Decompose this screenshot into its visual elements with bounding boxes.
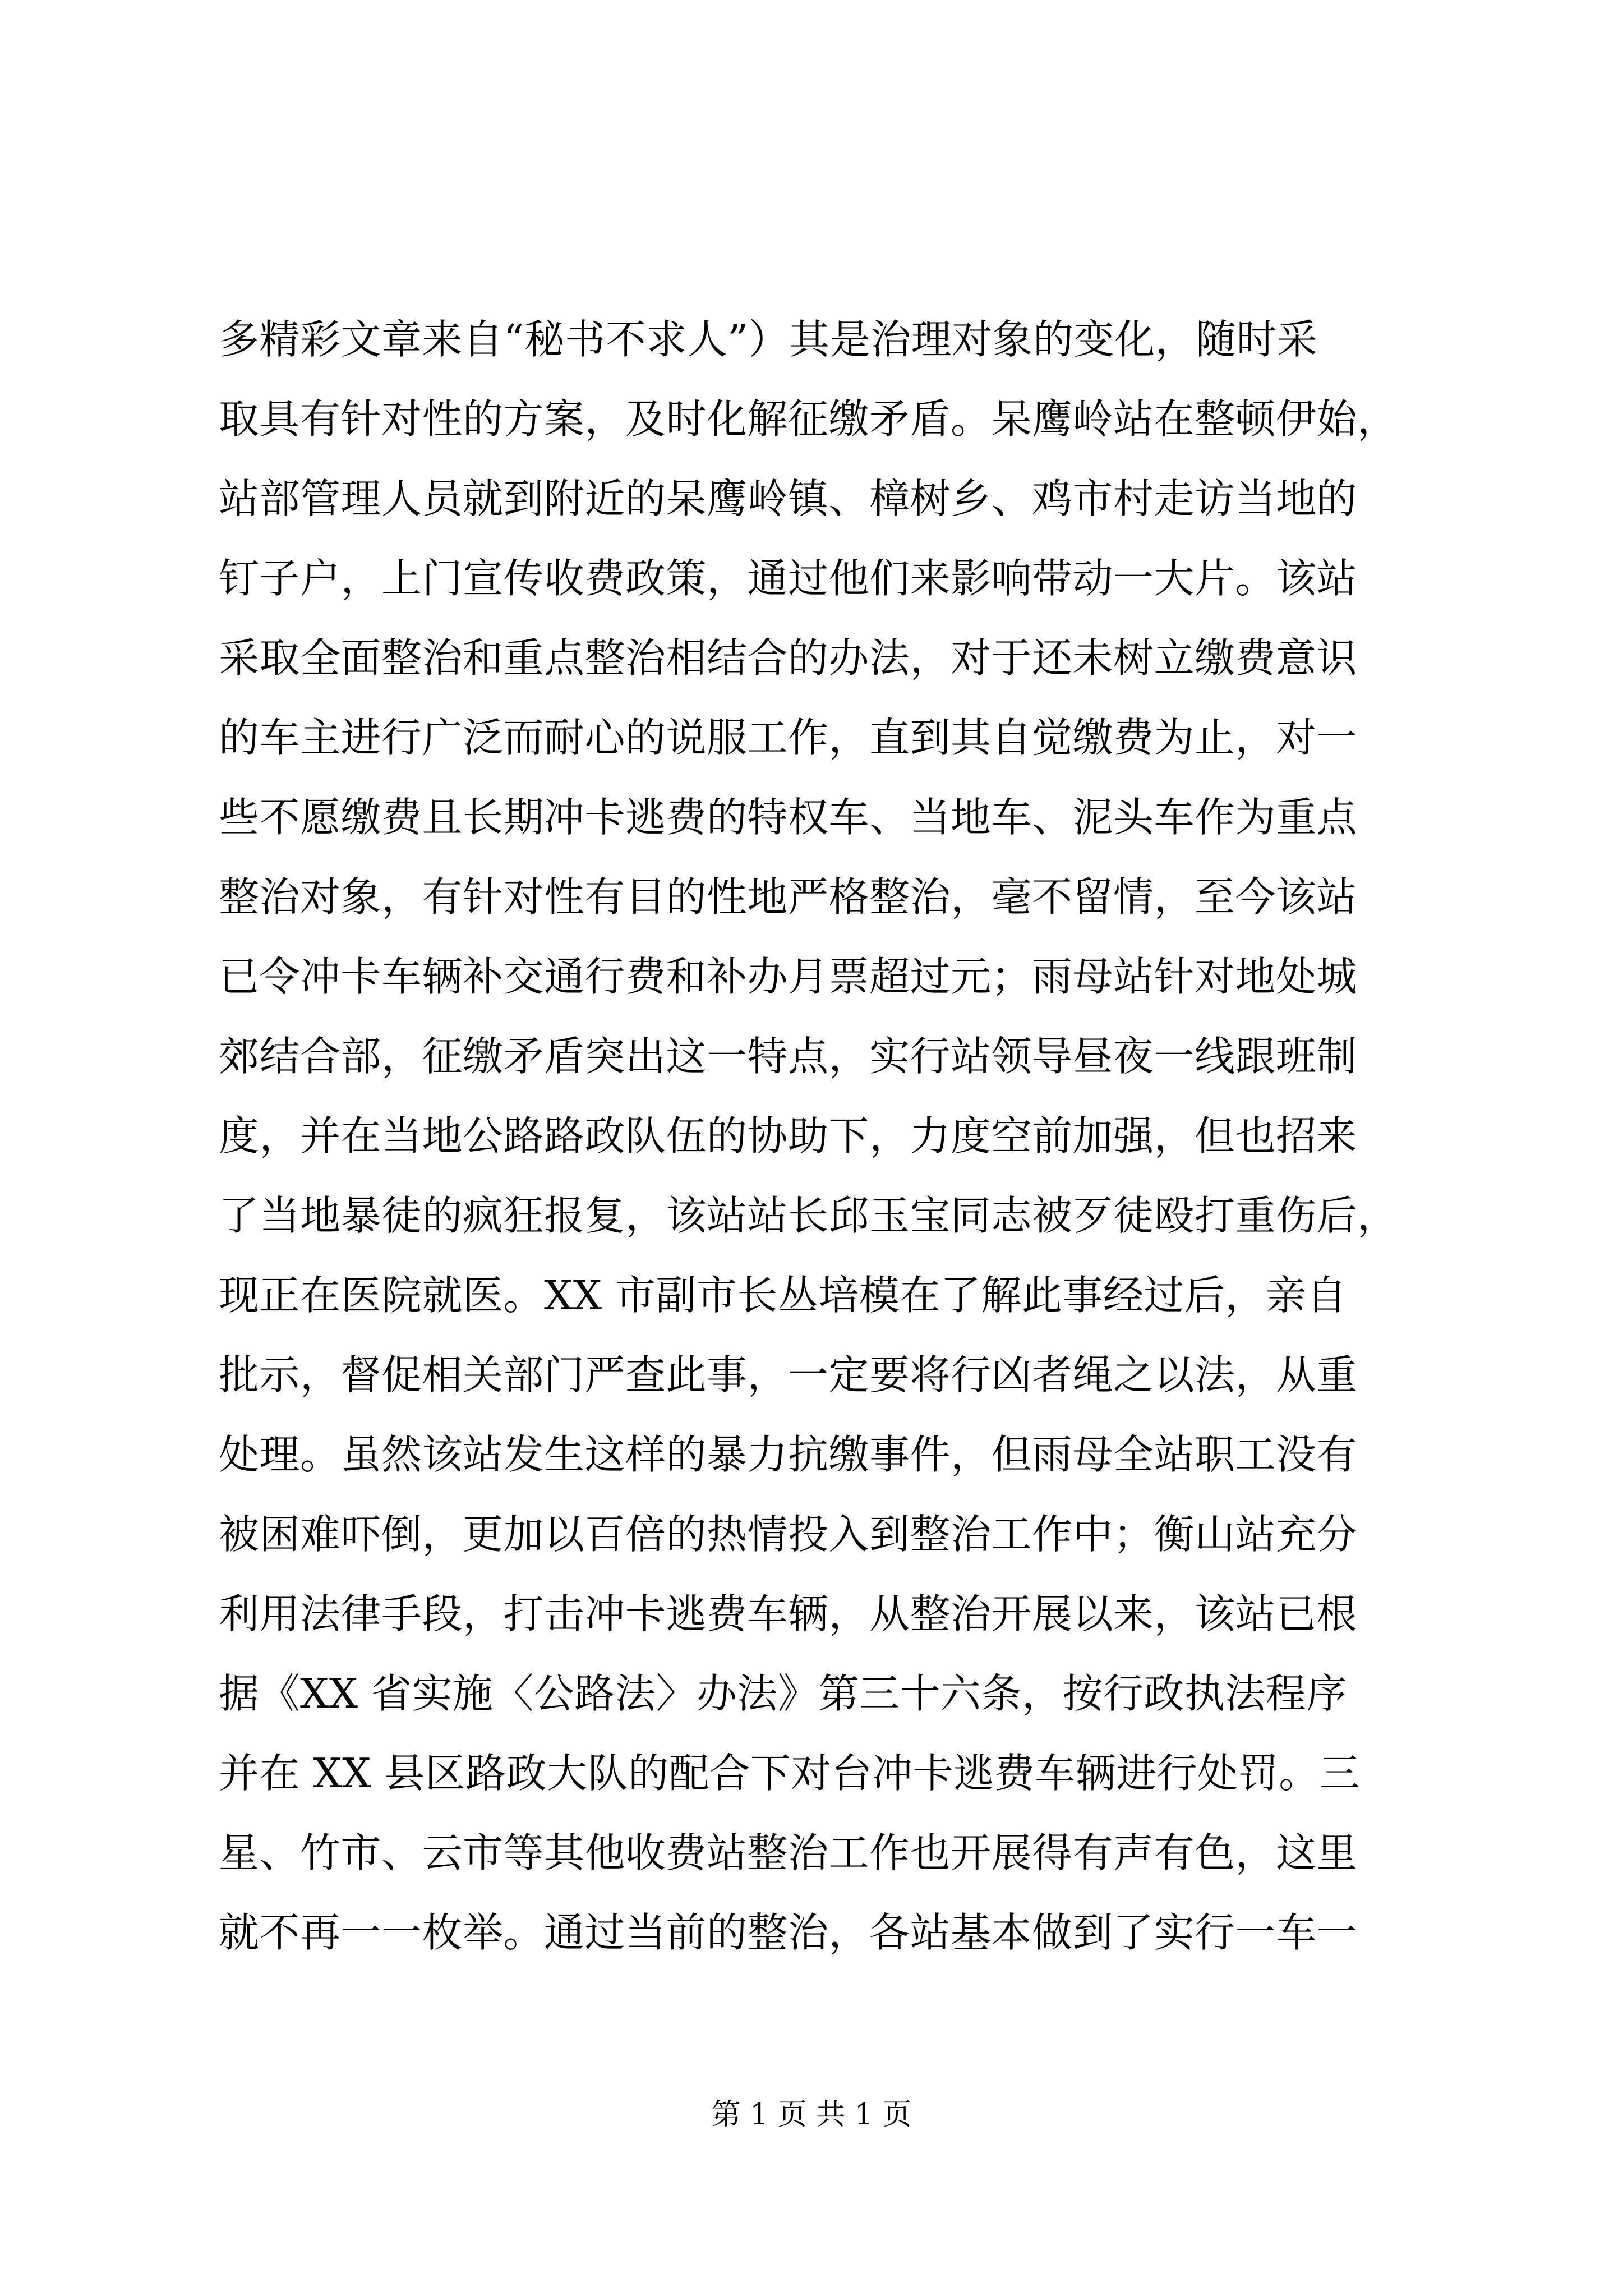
text-line: 的车主进行广泛而耐心的说服工作，直到其自觉缴费为止，对一 xyxy=(219,714,1358,761)
text-line: 些不愿缴费且长期冲卡逃费的特权车、当地车、泥头车作为重点 xyxy=(219,794,1358,841)
text-line: 郊结合部，征缴矛盾突出这一特点，实行站领导昼夜一线跟班制 xyxy=(219,1033,1358,1080)
text-line: 了当地暴徒的疯狂报复，该站站长邱玉宝同志被歹徒殴打重伤后， xyxy=(219,1192,1398,1239)
text-line: 多精彩文章来自“秘书不求人”）其是治理对象的变化，随时采 xyxy=(219,316,1318,363)
text-line: 并在 XX 县区路政大队的配合下对台冲卡逃费车辆进行处罚。三 xyxy=(219,1750,1361,1797)
text-line: 据《XX 省实施〈公路法〉办法》第三十六条，按行政执法程序 xyxy=(219,1670,1347,1717)
text-line: 批示，督促相关部门严查此事，一定要将行凶者绳之以法，从重 xyxy=(219,1351,1358,1398)
text-line: 钉子户，上门宣传收费政策，通过他们来影响带动一大片。该站 xyxy=(219,555,1358,602)
text-line: 整治对象，有针对性有目的性地严格整治，毫不留情，至今该站 xyxy=(219,873,1358,921)
text-line: 站部管理人员就到附近的呆鹰岭镇、樟树乡、鸡市村走访当地的 xyxy=(219,475,1358,522)
text-line: 采取全面整治和重点整治相结合的办法，对于还未树立缴费意识 xyxy=(219,634,1358,682)
text-line: 已令冲卡车辆补交通行费和补办月票超过元；雨母站针对地处城 xyxy=(219,953,1358,1000)
text-line: 就不再一一枚举。通过当前的整治，各站基本做到了实行一车一 xyxy=(219,1909,1358,1956)
text-line: 取具有针对性的方案，及时化解征缴矛盾。呆鹰岭站在整顿伊始， xyxy=(219,395,1398,443)
text-line: 现正在医院就医。XX 市副市长丛培模在了解此事经过后，亲自 xyxy=(219,1272,1347,1319)
text-line: 利用法律手段，打击冲卡逃费车辆，从整治开展以来，该站已根 xyxy=(219,1590,1358,1637)
text-line: 星、竹市、云市等其他收费站整治工作也开展得有声有色，这里 xyxy=(219,1829,1358,1876)
text-line: 被困难吓倒，更加以百倍的热情投入到整治工作中；衡山站充分 xyxy=(219,1511,1358,1558)
text-line: 度，并在当地公路路政队伍的协助下，力度空前加强，但也招来 xyxy=(219,1112,1358,1159)
text-line: 处理。虽然该站发生这样的暴力抗缴事件，但雨母全站职工没有 xyxy=(219,1431,1358,1478)
page-footer: 第 1 页 共 1 页 xyxy=(711,2098,912,2132)
body-text xyxy=(219,300,1424,1972)
